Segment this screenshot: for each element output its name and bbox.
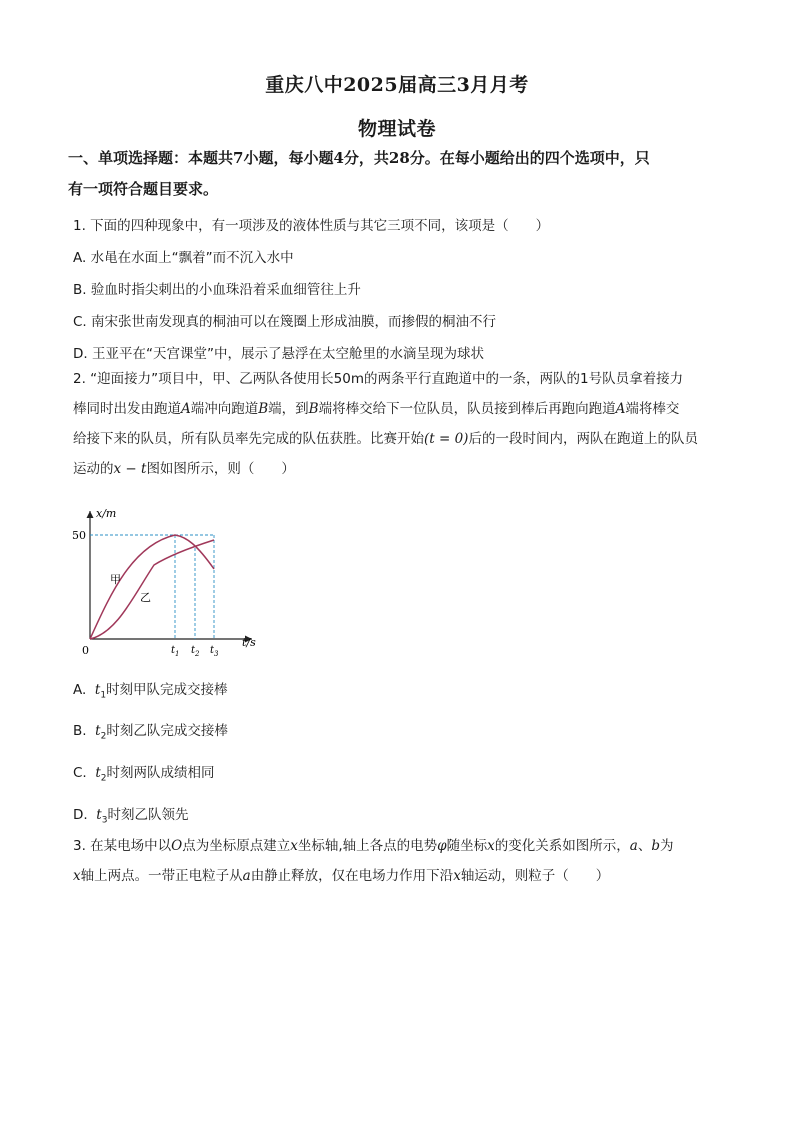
q3-stem bbox=[73, 831, 723, 891]
label-yi: 乙 bbox=[140, 591, 151, 604]
section-heading bbox=[68, 143, 728, 205]
q2-option-c: C. $t_2$时刻两队成绩相同 bbox=[73, 765, 215, 784]
x-axis-label: t/s bbox=[242, 636, 256, 649]
q2-line3: 给接下来的队员，所有队员率先完成的队伍获胜。比赛开始(t = 0)后的一段时间内，两队在跑道上的队员 bbox=[73, 431, 698, 447]
section-heading-line2: 有一项符合题目要求。 bbox=[68, 180, 219, 198]
y-tick-50: 50 bbox=[72, 529, 86, 542]
page-title: 重庆八中2025届高三3月月考 bbox=[265, 74, 529, 96]
q1-stem: 1. 下面的四种现象中，有一项涉及的液体性质与其它三项不同，该项是（ ） bbox=[73, 218, 550, 234]
q1-option-b: B. 验血时指尖刺出的小血珠沿着采血细管往上升 bbox=[73, 282, 361, 298]
q1-option-c: C. 南宋张世南发现真的桐油可以在篾圈上形成油膜，而掺假的桐油不行 bbox=[73, 314, 497, 330]
q2-option-a: A. $t_1$时刻甲队完成交接棒 bbox=[73, 682, 228, 701]
q3-line1: 3. 在某电场中以O点为坐标原点建立x坐标轴,轴上各点的电势φ随坐标x的变化关系如图所示，a、b为 bbox=[73, 838, 674, 854]
q3-line2: x轴上两点。一带正电粒子从a由静止释放，仅在电场力作用下沿x轴运动，则粒子（ ） bbox=[73, 868, 610, 884]
q1-option-d: D. 王亚平在“天宫课堂”中，展示了悬浮在太空舱里的水滴呈现为球状 bbox=[73, 346, 484, 362]
q1-option-a: A. 水黾在水面上“飘着”而不沉入水中 bbox=[73, 250, 294, 266]
label-jia: 甲 bbox=[110, 573, 121, 586]
y-axis-label: x/m bbox=[96, 507, 117, 520]
section-heading-line1: 一、单项选择题：本题共7小题，每小题4分，共28分。在每小题给出的四个选项中，只 bbox=[68, 149, 650, 167]
origin-label: 0 bbox=[82, 644, 89, 657]
page-subtitle: 物理试卷 bbox=[357, 118, 436, 140]
q2-line2: 棒同时出发由跑道A端冲向跑道B端，到B端将棒交给下一位队员，队员接到棒后再跑向跑道A端将棒交 bbox=[73, 401, 680, 417]
q2-stem bbox=[73, 364, 723, 484]
q2-line1: 2. “迎面接力”项目中，甲、乙两队各使用长50m的两条平行直跑道中的一条，两队的1号队员拿着接力 bbox=[73, 371, 684, 387]
q2-line4: 运动的x − t图如图所示，则（ ） bbox=[73, 461, 295, 477]
t2-label: $t_2$ bbox=[191, 645, 200, 658]
q2-option-b: B. $t_2$时刻乙队完成交接棒 bbox=[73, 723, 228, 742]
t3-label: $t_3$ bbox=[210, 645, 219, 658]
t1-label: $t_1$ bbox=[171, 645, 180, 658]
q2-option-d: D. $t_3$时刻乙队领先 bbox=[73, 807, 189, 826]
xt-graph bbox=[72, 505, 272, 660]
